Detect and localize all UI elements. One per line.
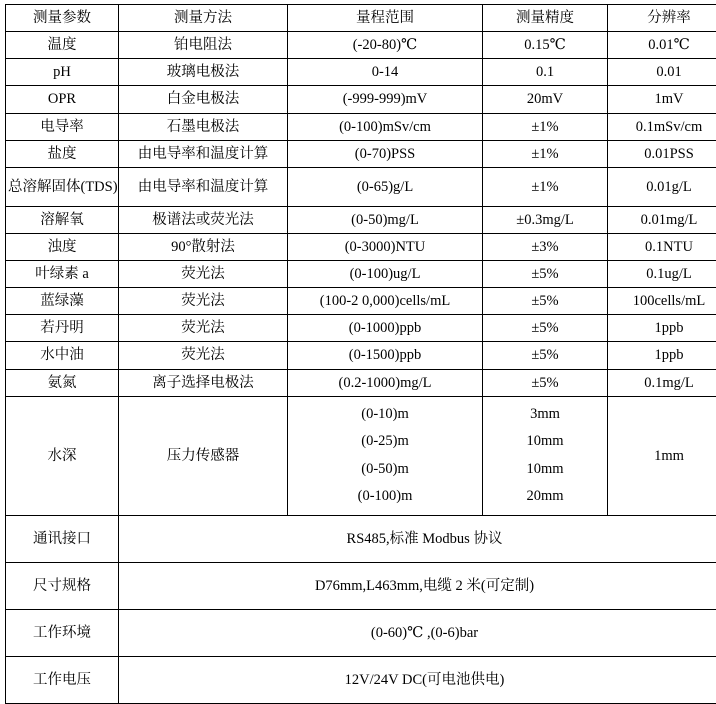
- cell-label-communication: 通讯接口: [6, 515, 119, 562]
- column-header-accuracy: 测量精度: [483, 5, 608, 32]
- table-row-footer: [6, 515, 716, 562]
- cell-accuracy: ±5%: [483, 288, 608, 315]
- cell-resolution: 1mV: [608, 86, 716, 113]
- cell-range-list: [288, 396, 483, 515]
- cell-parameter: 氨氮: [6, 369, 119, 396]
- table-row: [6, 342, 716, 369]
- table-row-footer: [6, 562, 716, 609]
- column-header-method: 测量方法: [119, 5, 288, 32]
- cell-range: (0-100)ug/L: [288, 261, 483, 288]
- cell-parameter: OPR: [6, 86, 119, 113]
- cell-label-dimensions: 尺寸规格: [6, 562, 119, 609]
- cell-label-voltage: 工作电压: [6, 656, 119, 703]
- cell-method: 极谱法或荧光法: [119, 206, 288, 233]
- column-header-range: 量程范围: [288, 5, 483, 32]
- cell-accuracy: 0.15℃: [483, 32, 608, 59]
- table-row: [6, 113, 716, 140]
- cell-method: 由电导率和温度计算: [119, 140, 288, 167]
- cell-range: (0-1500)ppb: [288, 342, 483, 369]
- cell-range: (0-50)mg/L: [288, 206, 483, 233]
- cell-resolution: 0.1ug/L: [608, 261, 716, 288]
- cell-accuracy: ±1%: [483, 140, 608, 167]
- table-row: [6, 86, 716, 113]
- cell-parameter: 电导率: [6, 113, 119, 140]
- table-row: [6, 59, 716, 86]
- cell-resolution: 1ppb: [608, 315, 716, 342]
- cell-range: (0-70)PSS: [288, 140, 483, 167]
- cell-accuracy: 20mm: [485, 483, 605, 511]
- cell-resolution: 0.01g/L: [608, 167, 716, 206]
- cell-accuracy: 20mV: [483, 86, 608, 113]
- column-header-parameter: 测量参数: [6, 5, 119, 32]
- table-header-row: [6, 5, 716, 32]
- cell-range: (0-65)g/L: [288, 167, 483, 206]
- cell-range: (0-100)mSv/cm: [288, 113, 483, 140]
- cell-method: 离子选择电极法: [119, 369, 288, 396]
- cell-resolution: 1mm: [608, 396, 716, 515]
- cell-accuracy: ±5%: [483, 261, 608, 288]
- cell-resolution: 100cells/mL: [608, 288, 716, 315]
- cell-parameter: 浊度: [6, 233, 119, 260]
- cell-resolution: 0.01: [608, 59, 716, 86]
- cell-accuracy: 0.1: [483, 59, 608, 86]
- cell-range: (0-10)m: [290, 401, 480, 429]
- cell-method: 荧光法: [119, 315, 288, 342]
- cell-parameter: 叶绿素 a: [6, 261, 119, 288]
- cell-resolution: 0.01℃: [608, 32, 716, 59]
- cell-resolution: 0.1NTU: [608, 233, 716, 260]
- table-row: [6, 206, 716, 233]
- column-header-resolution: 分辨率: [608, 5, 716, 32]
- cell-accuracy: 3mm: [485, 401, 605, 429]
- cell-method: 荧光法: [119, 288, 288, 315]
- cell-accuracy: ±5%: [483, 342, 608, 369]
- cell-value-environment: (0-60)℃ ,(0-6)bar: [119, 609, 716, 656]
- cell-accuracy: ±1%: [483, 113, 608, 140]
- cell-range: (100-2 0,000)cells/mL: [288, 288, 483, 315]
- table-row-footer: [6, 609, 716, 656]
- cell-method: 90°散射法: [119, 233, 288, 260]
- spec-sheet: [0, 4, 716, 665]
- cell-method: 铂电阻法: [119, 32, 288, 59]
- cell-value-voltage: 12V/24V DC(可电池供电): [119, 656, 716, 703]
- cell-range: (0-100)m: [290, 483, 480, 511]
- table-row-footer: [6, 656, 716, 703]
- cell-resolution: 0.01PSS: [608, 140, 716, 167]
- cell-accuracy-list: [483, 396, 608, 515]
- table-row: [6, 32, 716, 59]
- cell-parameter: 总溶解固体(TDS): [6, 167, 119, 206]
- cell-range: (-20-80)℃: [288, 32, 483, 59]
- table-row-depth: [6, 396, 716, 515]
- cell-resolution: 0.1mSv/cm: [608, 113, 716, 140]
- cell-method: 玻璃电极法: [119, 59, 288, 86]
- cell-range: (0.2-1000)mg/L: [288, 369, 483, 396]
- cell-range: (-999-999)mV: [288, 86, 483, 113]
- cell-accuracy: ±1%: [483, 167, 608, 206]
- specification-table: [5, 4, 716, 704]
- table-row: [6, 261, 716, 288]
- cell-range: (0-50)m: [290, 456, 480, 484]
- cell-range: (0-3000)NTU: [288, 233, 483, 260]
- cell-accuracy: ±0.3mg/L: [483, 206, 608, 233]
- cell-range: 0-14: [288, 59, 483, 86]
- cell-resolution: 0.1mg/L: [608, 369, 716, 396]
- cell-method: 由电导率和温度计算: [119, 167, 288, 206]
- cell-parameter: 水中油: [6, 342, 119, 369]
- cell-parameter: 水深: [6, 396, 119, 515]
- cell-parameter: 温度: [6, 32, 119, 59]
- cell-resolution: 0.01mg/L: [608, 206, 716, 233]
- cell-method: 荧光法: [119, 261, 288, 288]
- cell-accuracy: ±5%: [483, 315, 608, 342]
- cell-accuracy: 10mm: [485, 456, 605, 484]
- cell-parameter: 蓝绿藻: [6, 288, 119, 315]
- cell-accuracy: ±5%: [483, 369, 608, 396]
- table-row: [6, 315, 716, 342]
- cell-label-environment: 工作环境: [6, 609, 119, 656]
- cell-method: 压力传感器: [119, 396, 288, 515]
- cell-accuracy: ±3%: [483, 233, 608, 260]
- cell-accuracy: 10mm: [485, 428, 605, 456]
- cell-parameter: pH: [6, 59, 119, 86]
- cell-method: 石墨电极法: [119, 113, 288, 140]
- cell-value-communication: RS485,标准 Modbus 协议: [119, 515, 716, 562]
- table-row: [6, 233, 716, 260]
- cell-parameter: 溶解氧: [6, 206, 119, 233]
- table-row: [6, 369, 716, 396]
- table-row: [6, 167, 716, 206]
- cell-resolution: 1ppb: [608, 342, 716, 369]
- cell-range: (0-1000)ppb: [288, 315, 483, 342]
- cell-parameter: 盐度: [6, 140, 119, 167]
- cell-method: 荧光法: [119, 342, 288, 369]
- cell-method: 白金电极法: [119, 86, 288, 113]
- table-row: [6, 140, 716, 167]
- cell-value-dimensions: D76mm,L463mm,电缆 2 米(可定制): [119, 562, 716, 609]
- cell-range: (0-25)m: [290, 428, 480, 456]
- table-row: [6, 288, 716, 315]
- cell-parameter: 若丹明: [6, 315, 119, 342]
